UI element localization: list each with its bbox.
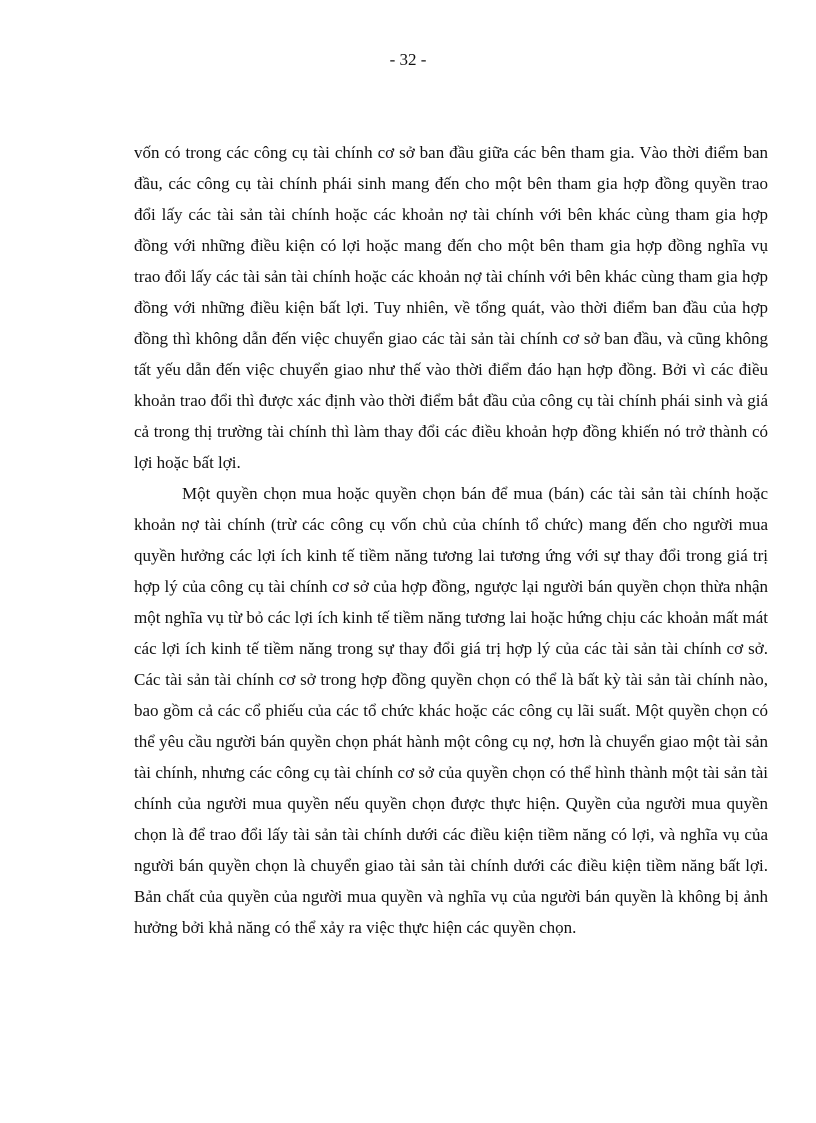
body-text <box>134 137 768 943</box>
page-number: - 32 - <box>389 50 427 69</box>
paragraph-2: Một quyền chọn mua hoặc quyền chọn bán để mua (bán) các tài sản tài chính hoặc khoản nợ tài chính (trừ các công cụ vốn chủ của chính tổ chức) mang đến cho người mua quyền hưởng các lợi ích kinh tế tiềm năng tương lai tương ứng với sự thay đổi trong giá trị hợp lý của công cụ tài chính cơ sở của hợp đồng, ngược lại người bán quyền chọn thừa nhận một nghĩa vụ từ bỏ các lợi ích kinh tế tiềm năng tương lai hoặc hứng chịu các khoản mất mát các lợi ích kinh tế tiềm năng trong sự thay đổi giá trị hợp lý của các tài sản tài chính cơ sở. Các tài sản tài chính cơ sở trong hợp đồng quyền chọn có thể là bất kỳ tài sản tài chính nào, bao gồm cả các cổ phiếu của các tổ chức khác hoặc các công cụ lãi suất. Một quyền chọn có thể yêu cầu người bán quyền chọn phát hành một công cụ nợ, hơn là chuyển giao một tài sản tài chính, nhưng các công cụ tài chính cơ sở của quyền chọn có thể hình thành một tài sản tài chính của người mua quyền nếu quyền chọn được thực hiện. Quyền của người mua quyền chọn là để trao đổi lấy tài sản tài chính dưới các điều kiện tiềm năng có lợi, và nghĩa vụ của người bán quyền chọn là chuyển giao tài sản tài chính dưới các điều kiện tiềm năng bất lợi. Bản chất của quyền của người mua quyền và nghĩa vụ của người bán quyền là không bị ảnh hưởng bởi khả năng có thể xảy ra việc thực hiện các quyền chọn. <box>134 484 768 937</box>
paragraph-1: vốn có trong các công cụ tài chính cơ sở ban đầu giữa các bên tham gia. Vào thời điểm ban đầu, các công cụ tài chính phái sinh mang đến cho một bên tham gia hợp đồng quyền trao đổi lấy các tài sản tài chính hoặc các khoản nợ tài chính với bên khác cùng tham gia hợp đồng với những điều kiện có lợi hoặc mang đến cho một bên tham gia hợp đồng nghĩa vụ trao đổi lấy các tài sản tài chính hoặc các khoản nợ tài chính với bên khác cùng tham gia hợp đồng với những điều kiện bất lợi. Tuy nhiên, về tổng quát, vào thời điểm ban đầu của hợp đồng thì không dẫn đến việc chuyển giao các tài sản tài chính cơ sở ban đầu, và cũng không tất yếu dẫn đến việc chuyển giao như thế vào thời điểm đáo hạn hợp đồng. Bởi vì các điều khoản trao đổi thì được xác định vào thời điểm bắt đầu của công cụ tài chính phái sinh và giá cả trong thị trường tài chính thì làm thay đổi các điều khoản hợp đồng khiến nó trở thành có lợi hoặc bất lợi. <box>134 143 768 472</box>
